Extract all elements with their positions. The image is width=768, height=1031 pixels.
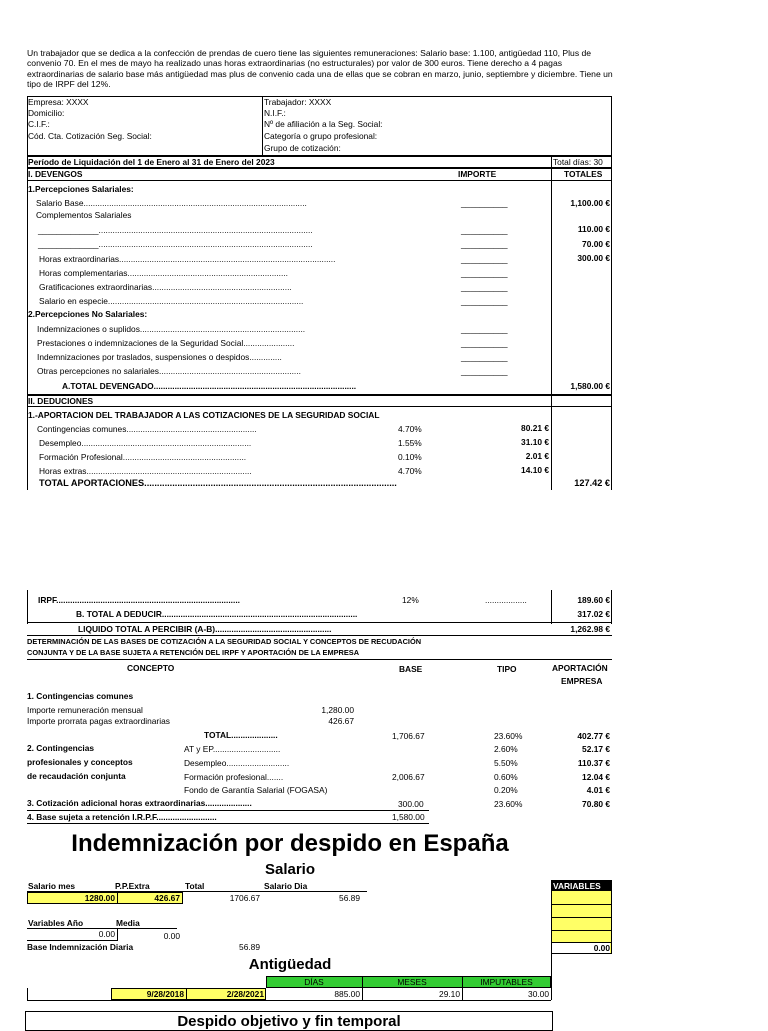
fecha-fin: 2/28/2021 — [226, 989, 264, 999]
salario-especie: Salario en especie.................................................................................... — [39, 296, 304, 306]
ded-row-label: Desempleo......................................................................... — [39, 438, 252, 448]
ded-row-label: Formación Profesional..................................................... — [39, 452, 247, 462]
bases-title-2: CONJUNTA Y DE LA BASE SUJETA A RETENCIÓN DEL IRPF Y APORTACIÓN DE LA EMPRESA — [27, 648, 360, 657]
salario-title: Salario — [264, 861, 316, 878]
remuneracion-value: 1,280.00 — [321, 705, 354, 715]
total-label: TOTAL.................... — [204, 730, 278, 740]
col-aportacion: APORTACIÓN — [552, 663, 608, 673]
domicilio-label: Domicilio: — [28, 108, 65, 118]
grupo-label: Grupo de cotización: — [264, 143, 341, 153]
horas-complementarias: Horas complementarias..................................................................... — [39, 268, 288, 278]
devengos-title: I. DEVENGOS — [28, 169, 83, 179]
prorrata-label: Importe prorrata pagas extraordinarias — [27, 716, 170, 726]
prorrata-value: 426.67 — [328, 716, 354, 726]
nif-label: N.I.F.: — [264, 108, 286, 118]
aportacion-title: 1.-APORTACION DEL TRABAJADOR A LAS COTIZACIONES DE LA SEGURIDAD SOCIAL — [28, 410, 380, 420]
col-totales: TOTALES — [564, 169, 603, 179]
despido-title: Despido objetivo y fin temporal — [177, 1013, 401, 1030]
col-concepto: CONCEPTO — [127, 663, 175, 673]
imputables-value: 30.00 — [528, 989, 549, 999]
salario-base: Salario Base................................................................................................ — [36, 198, 307, 208]
col-importe: IMPORTE — [458, 169, 497, 179]
antiguedad-title: Antigüedad — [248, 956, 332, 973]
col-tipo: TIPO — [497, 664, 517, 674]
pp-extra-value: 426.67 — [154, 893, 180, 903]
variables-total: 0.00 — [552, 943, 610, 953]
col-base: BASE — [399, 664, 423, 674]
empresa-label: Empresa: XXXX — [28, 97, 89, 107]
horas-extra-value: 300.00 € — [577, 253, 610, 263]
no-salariales: 2.Percepciones No Salariales: — [28, 309, 148, 319]
categoria-label: Categoría o grupo profesional: — [264, 131, 378, 141]
variables-header: VARIABLES — [552, 881, 611, 891]
intro-paragraph: Un trabajador que se dedica a la confección de prendas de cuero tiene las siguientes remuneraciones: Salario base: 1.100, antigüedad 110, Plus de convenio 70. En el mes de mayo ha realizado unas horas extraordinarias (no estructurales) por valor de 300 euros. Tiene derecho a 4 pagas extraordinarias de salario base más antigüedad mas plus de convenio cada una de ellas que se cobran en marzo, junio, septiembre y diciembre. Tiene un tipo de IRPF del 12%. — [27, 48, 613, 89]
total-aportaciones-value: 127.42 € — [574, 478, 610, 488]
horas-extra: Horas extraordinarias............................................................................................. — [39, 254, 336, 264]
irpf-label: IRPF............................................................................... — [38, 595, 240, 605]
fecha-inicio: 9/28/2018 — [146, 989, 184, 999]
complementos-label: Complementos Salariales — [36, 210, 132, 220]
percepciones-salariales: 1.Percepciones Salariales: — [28, 184, 134, 194]
cc-title: 1. Contingencias comunes — [27, 691, 134, 701]
total-devengado-value: 1,580.00 € — [570, 381, 610, 391]
trabajador-label: Trabajador: XXXX — [264, 97, 332, 107]
prestaciones: Prestaciones o indemnizaciones de la Seguridad Social...................... — [37, 338, 295, 348]
gratificaciones: Gratificaciones extraordinarias............................................................ — [39, 282, 292, 292]
total-aportaciones: TOTAL APORTACIONES................................................................................................... — [39, 478, 397, 488]
salario-base-value: 1,100.00 € — [570, 198, 610, 208]
deducciones-title: II. DEDUCIONES — [28, 396, 94, 406]
indemnizaciones: Indemnizaciones o suplidos....................................................................... — [37, 324, 306, 334]
salario-mes-value: 1280.00 — [84, 893, 115, 903]
bases-title-1: DETERMINACIÓN DE LAS BASES DE COTIZACIÓN A LA SEGURIDAD SOCIAL Y CONCEPTOS DE RECUDACIÓN — [27, 637, 422, 646]
complemento-1-value: 110.00 € — [577, 224, 610, 234]
cod-cta-label: Cód. Cta. Cotización Seg. Social: — [28, 131, 152, 141]
total-devengado: A.TOTAL DEVENGADO....................................................................................... — [62, 381, 357, 391]
irpf-pct: 12% — [402, 595, 419, 605]
salario-dia-value: 56.89 — [339, 893, 360, 903]
base-diaria-value: 56.89 — [239, 942, 260, 952]
ded-row-label: Contingencias comunes........................................................ — [37, 424, 257, 434]
cif-label: C.I.F.: — [28, 119, 50, 129]
col-empresa: EMPRESA — [561, 676, 603, 686]
otras-percepciones: Otras percepciones no salariales............................................................. — [37, 366, 301, 376]
dias-value: 885.00 — [334, 989, 360, 999]
remuneracion-label: Importe remuneración mensual — [27, 705, 143, 715]
total-dias: Total días: 30 — [553, 157, 603, 167]
liquido-total-value: 1,262.98 € — [570, 624, 610, 634]
irpf-value: 189.60 € — [577, 595, 610, 605]
meses-value: 29.10 — [439, 989, 460, 999]
total-deducir: B. TOTAL A DEDUCIR.................................................................................... — [76, 609, 358, 619]
indemnizacion-title: Indemnización por despido en España — [71, 830, 509, 857]
ded-row-label: Horas extras....................................................................... — [39, 466, 252, 476]
periodo-label: Período de Liquidación del 1 de Enero al 31 de Enero del 2023 — [28, 157, 275, 167]
liquido-total: LIQUIDO TOTAL A PERCIBIR (A-B).................................................. — [78, 624, 332, 634]
afiliacion-label: Nº de afiliación a la Seg. Social: — [264, 119, 383, 129]
traslados: Indemnizaciones por traslados, suspensiones o despidos.............. — [37, 352, 282, 362]
complemento-2-value: 70.00 € — [582, 239, 610, 249]
total-value: 1706.67 — [229, 893, 260, 903]
total-deducir-value: 317.02 € — [577, 609, 610, 619]
